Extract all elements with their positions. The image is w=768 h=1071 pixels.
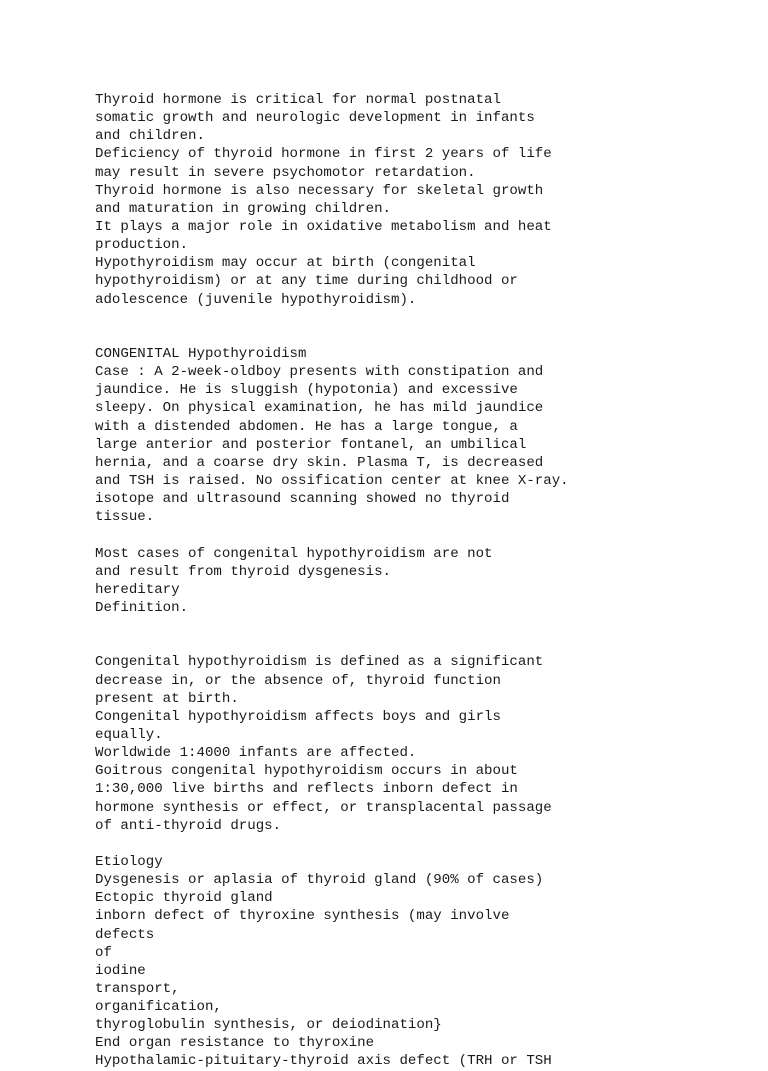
text-line: Thyroid hormone is critical for normal postnatal [95, 92, 501, 108]
text-line: Hypothyroidism may occur at birth (congenital [95, 255, 476, 272]
text-line: decrease in, or the absence of, thyroid function [95, 672, 501, 689]
most-cases-section [95, 545, 735, 618]
text-line: and result from thyroid dysgenesis. [95, 563, 392, 580]
text-line: isotope and ultrasound scanning showed no thyroid [95, 491, 510, 508]
text-line: tissue. [95, 509, 155, 526]
congenital-section [95, 345, 735, 526]
text-line: large anterior and posterior fontanel, an umbilical [95, 436, 527, 453]
spacer [95, 526, 735, 544]
text-line: thyroglobulin synthesis, or deiodination} [95, 1017, 442, 1034]
section-heading: Definition. [95, 599, 189, 616]
text-line: transport, [95, 980, 180, 997]
text-line: hormone synthesis or effect, or transplacental passage [95, 799, 552, 816]
text-line: present at birth. [95, 690, 239, 707]
intro-section [95, 91, 735, 309]
text-line: Most cases of congenital hypothyroidism are not [95, 545, 493, 562]
text-line: sleepy. On physical examination, he has mild jaundice [95, 400, 544, 417]
text-line: with a distended abdomen. He has a large tongue, a [95, 418, 518, 435]
text-line: and maturation in growing children. [95, 200, 392, 217]
text-line: inborn defect of thyroxine synthesis (may involve [95, 908, 510, 925]
text-line: Thyroid hormone is also necessary for skeletal growth [95, 182, 544, 199]
text-line: iodine [95, 962, 146, 979]
text-line: hernia, and a coarse dry skin. Plasma T, is decreased [95, 454, 544, 471]
text-line: adolescence (juvenile hypothyroidism). [95, 291, 417, 308]
section-heading: CONGENITAL Hypothyroidism [95, 345, 307, 362]
text-line: Deficiency of thyroid hormone in first 2 years of life [95, 146, 552, 163]
text-line: and children. [95, 128, 205, 145]
text-line: of [95, 944, 112, 961]
text-line: Case : A 2-week-oldboy presents with constipation and [95, 364, 544, 381]
text-line: equally. [95, 726, 163, 743]
text-line: Hypothalamic-pituitary-thyroid axis defect (TRH or TSH [95, 1053, 552, 1070]
text-line: Worldwide 1:4000 infants are affected. [95, 745, 417, 762]
document-text [95, 91, 735, 1071]
text-line: Dysgenesis or aplasia of thyroid gland (90% of cases) [95, 872, 544, 889]
text-line: hereditary [95, 581, 180, 598]
text-line: somatic growth and neurologic development in infants [95, 110, 535, 127]
text-line: may result in severe psychomotor retardation. [95, 164, 476, 181]
text-line: production. [95, 237, 189, 254]
text-line: organification, [95, 999, 222, 1016]
text-line: Ectopic thyroid gland [95, 890, 273, 907]
text-line: It plays a major role in oxidative metabolism and heat [95, 218, 552, 235]
text-line: Congenital hypothyroidism is defined as a significant [95, 654, 544, 671]
definition-section [95, 653, 735, 834]
text-line: defects [95, 926, 155, 943]
text-line: End organ resistance to thyroxine [95, 1035, 375, 1052]
text-line: jaundice. He is sluggish (hypotonia) and excessive [95, 382, 518, 399]
spacer [95, 309, 735, 345]
text-line: 1:30,000 live births and reflects inborn defect in [95, 781, 518, 798]
text-line: Goitrous congenital hypothyroidism occurs in about [95, 763, 518, 780]
section-heading: Etiology [95, 853, 163, 870]
text-line: hypothyroidism) or at any time during childhood or [95, 273, 518, 290]
text-line: Congenital hypothyroidism affects boys and girls [95, 708, 501, 725]
spacer [95, 617, 735, 653]
spacer [95, 835, 735, 853]
etiology-section [95, 853, 735, 1071]
text-line: and TSH is raised. No ossification center at knee X-ray. [95, 472, 569, 489]
text-line: of anti-thyroid drugs. [95, 817, 282, 834]
